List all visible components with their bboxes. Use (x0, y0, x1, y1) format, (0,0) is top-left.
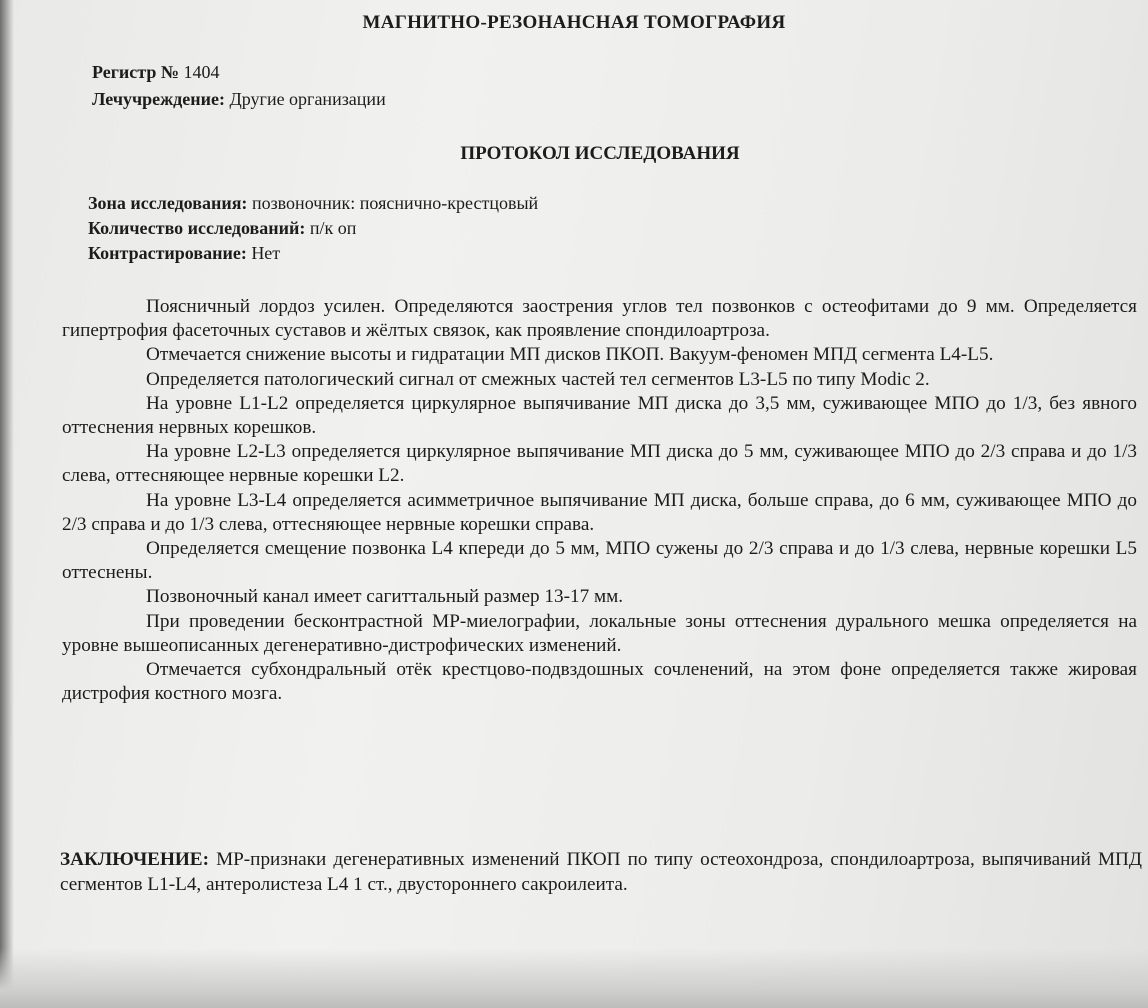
count-label: Количество исследований: (88, 218, 306, 238)
findings-paragraph: На уровне L2-L3 определяется циркулярное выпячивание МП диска до 5 мм, суживающее МПО до 2/3 справа и до 1/3 слева, оттесняющее нервные корешки L2. (62, 441, 1137, 487)
findings-paragraph: На уровне L3-L4 определяется асимметричное выпячивание МП диска, больше справа, до 6 мм, суживающее МПО до 2/3 справа и до 1/3 слева, оттесняющее нервные корешки справа. (62, 489, 1137, 535)
register-value: 1404 (183, 62, 220, 82)
institution-value: Другие организации (229, 89, 386, 109)
contrast-label: Контрастирование: (88, 243, 247, 263)
conclusion-block (60, 848, 1142, 897)
findings-paragraph: Определяется смещение позвонка L4 кпереди до 5 мм, МПО сужены до 2/3 справа и до 1/3 слева, нервные корешки L5 оттеснены. (62, 538, 1137, 584)
contrast-value: Нет (251, 243, 281, 263)
zone-label: Зона исследования: (88, 193, 248, 213)
findings-text (62, 295, 1137, 706)
zone-line (88, 193, 538, 214)
register-line (92, 62, 219, 83)
document-title: МАГНИТНО-РЕЗОНАНСНАЯ ТОМОГРАФИЯ (362, 12, 786, 33)
conclusion-label: ЗАКЛЮЧЕНИЕ: (60, 849, 209, 870)
zone-value: позвоночник: пояснично-крестцовый (251, 193, 539, 213)
paper-shadow-bottom (0, 948, 1148, 1008)
findings-paragraph: Определяется патологический сигнал от смежных частей тел сегментов L3-L5 по типу Modic 2. (146, 368, 930, 390)
institution-label: Лечучреждение: (92, 89, 226, 109)
institution-line (92, 89, 386, 110)
findings-paragraph: Позвоночный канал имеет сагиттальный размер 13-17 мм. (146, 586, 624, 608)
contrast-line (88, 243, 280, 264)
findings-paragraph: При проведении бесконтрастной МР-миелографии, локальные зоны оттеснения дурального мешка определяется на уровне вышеописанных дегенеративно-дистрофических изменений. (62, 610, 1137, 656)
findings-paragraph: Отмечается субхондральный отёк крестцово-подвздошных сочленений, на этом фоне определяется также жировая дистрофия костного мозга. (62, 659, 1137, 705)
findings-paragraph: Поясничный лордоз усилен. Определяются заострения углов тел позвонков с остеофитами до 9 мм. Определяется гипертрофия фасеточных суставов и жёлтых связок, как проявление спондилоартроза. (62, 296, 1137, 342)
findings-paragraph: Отмечается снижение высоты и гидратации МП дисков ПКОП. Вакуум-феномен МПД сегмента L4-L5. (146, 344, 994, 366)
conclusion-text: МР-признаки дегенеративных изменений ПКОП по типу остеохондроза, спондилоартроза, выпячиваний МПД сегментов L1-L4, антеролистеза L4 1 ст., двустороннего сакроилеита. (60, 849, 1142, 895)
count-line (88, 218, 356, 239)
count-value: п/к оп (309, 218, 357, 238)
register-label: Регистр № (92, 62, 179, 82)
protocol-title: ПРОТОКОЛ ИССЛЕДОВАНИЯ (460, 143, 740, 164)
findings-paragraph: На уровне L1-L2 определяется циркулярное выпячивание МП диска до 3,5 мм, суживающее МПО до 1/3, без явного оттеснения нервных корешков. (62, 392, 1137, 439)
